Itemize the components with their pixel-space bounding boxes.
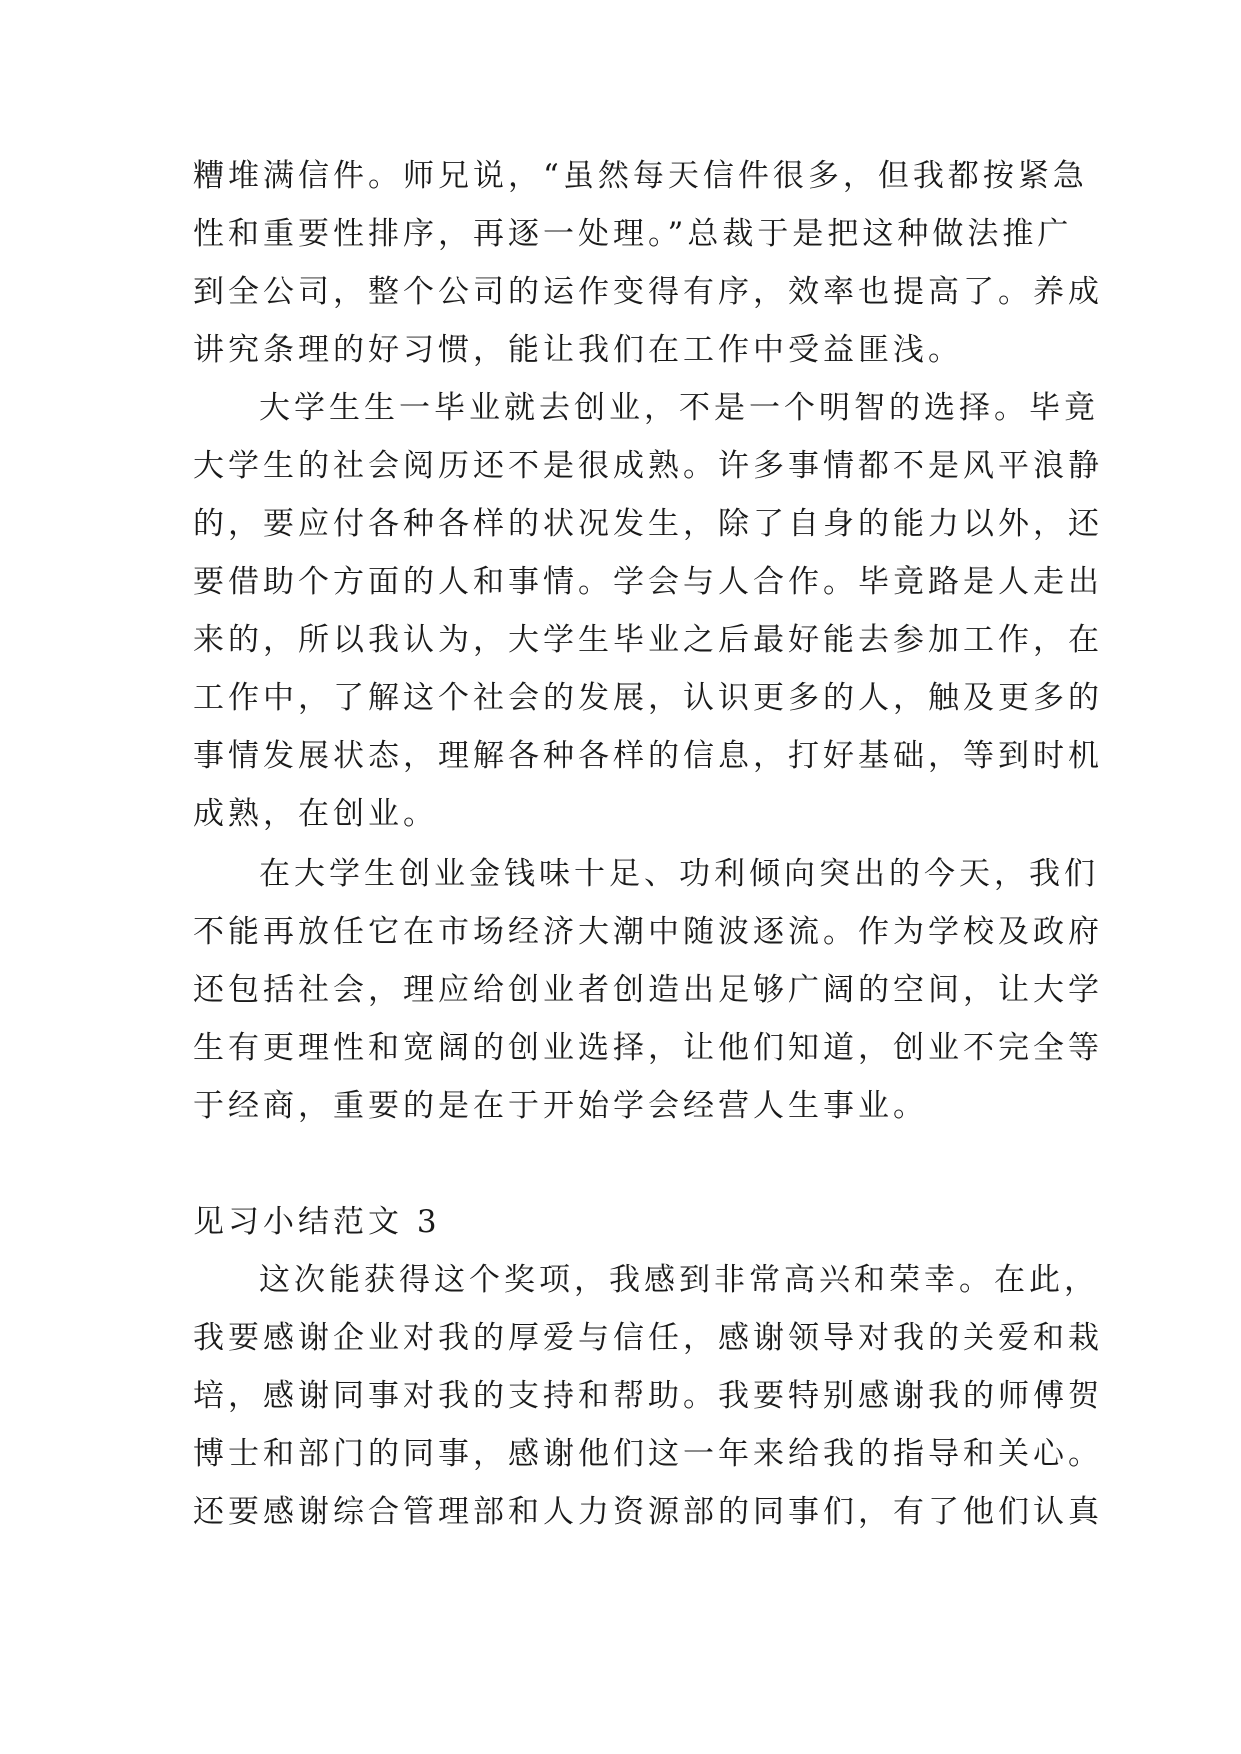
paragraph-line: 大学生生一毕业就去创业，不是一个明智的选择。毕竟 [259, 390, 1099, 426]
paragraph-line: 要借助个方面的人和事情。学会与人合作。毕竟路是人走出 [193, 564, 1103, 600]
paragraph-line: 生有更理性和宽阔的创业选择，让他们知道，创业不完全等 [193, 1030, 1103, 1066]
paragraph-line: 这次能获得这个奖项，我感到非常高兴和荣幸。在此， [259, 1262, 1099, 1298]
paragraph-line: 还包括社会，理应给创业者创造出足够广阔的空间，让大学 [193, 972, 1103, 1008]
paragraph-2 [193, 379, 1103, 843]
paragraph-line: 事情发展状态，理解各种各样的信息，打好基础，等到时机 [193, 738, 1103, 774]
paragraph-line: 于经商，重要的是在于开始学会经营人生事业。 [193, 1088, 928, 1124]
paragraph-line: 来的，所以我认为，大学生毕业之后最好能去参加工作，在 [193, 622, 1103, 658]
paragraph-line: 工作中，了解这个社会的发展，认识更多的人，触及更多的 [193, 680, 1103, 716]
paragraph-line: 大学生的社会阅历还不是很成熟。许多事情都不是风平浪静 [193, 448, 1103, 484]
paragraph-line: 到全公司，整个公司的运作变得有序，效率也提高了。养成 [193, 274, 1103, 310]
paragraph-line: 性和重要性排序，再逐一处理。”总裁于是把这种做法推广 [193, 216, 1073, 252]
paragraph-line: 培，感谢同事对我的支持和帮助。我要特别感谢我的师傅贺 [193, 1378, 1103, 1414]
paragraph-1 [193, 147, 1103, 379]
paragraph-line: 糟堆满信件。师兄说，“虽然每天信件很多，但我都按紧急 [193, 158, 1088, 194]
section-heading: 见习小结范文 3 [193, 1204, 441, 1240]
paragraph-4 [193, 1251, 1103, 1541]
paragraph-3 [193, 845, 1103, 1135]
paragraph-line: 还要感谢综合管理部和人力资源部的同事们，有了他们认真 [193, 1494, 1103, 1530]
paragraph-line: 成熟，在创业。 [193, 796, 438, 832]
paragraph-line: 不能再放任它在市场经济大潮中随波逐流。作为学校及政府 [193, 914, 1103, 950]
paragraph-line: 我要感谢企业对我的厚爱与信任，感谢领导对我的关爱和栽 [193, 1320, 1103, 1356]
paragraph-line: 在大学生创业金钱味十足、功利倾向突出的今天，我们 [259, 856, 1099, 892]
paragraph-line: 博士和部门的同事，感谢他们这一年来给我的指导和关心。 [193, 1436, 1103, 1472]
paragraph-line: 讲究条理的好习惯，能让我们在工作中受益匪浅。 [193, 332, 963, 368]
paragraph-line: 的，要应付各种各样的状况发生，除了自身的能力以外，还 [193, 506, 1103, 542]
